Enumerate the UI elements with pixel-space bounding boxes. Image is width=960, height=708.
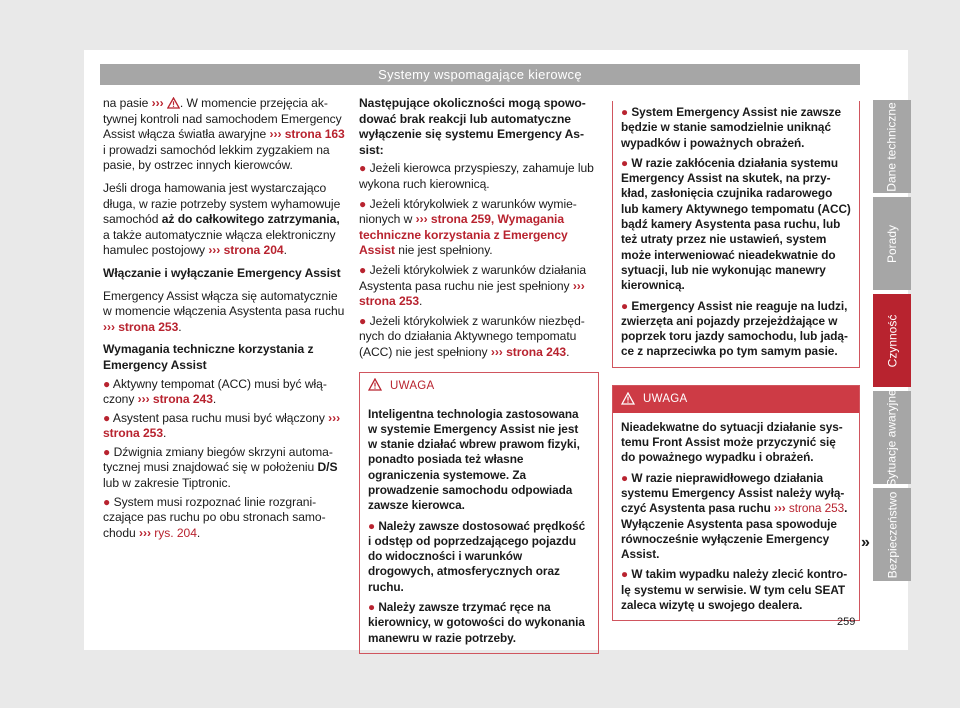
bullet-icon: ● — [103, 410, 111, 425]
list-item: ● Dźwignia zmiany biegów skrzyni automatycznej musi znajdować się w położeniu D/S lub w zakresie Tiptronic. — [103, 444, 338, 491]
bullet-icon: ● — [359, 313, 367, 328]
bullet-icon: ● — [103, 376, 111, 391]
arrow-icon: ››› — [774, 501, 786, 516]
page-number: 259 — [837, 616, 856, 628]
arrow-icon: ››› — [208, 243, 221, 258]
page-link[interactable]: strona 253 — [118, 319, 179, 334]
warning-item: ● Należy zawsze trzymać ręce na kierownicy, w gotowości do wykonania manewru w razie potrzeby. — [368, 600, 585, 645]
column-3 — [612, 99, 860, 621]
list-item: ● Jeżeli którykolwiek z warunków wymienionych w ››› strona 259, Wymagania techniczne korzystania z Emergency Assist nie jest spełniony. — [359, 196, 577, 258]
bullet-icon: ● — [359, 196, 367, 211]
tab-bezpieczenstwo[interactable]: Bezpieczeństwo — [873, 488, 911, 581]
column-2 — [359, 96, 599, 654]
arrow-icon: ››› — [151, 96, 164, 110]
page-link[interactable]: strona 253 — [359, 294, 419, 309]
running-header: Systemy wspomagające kierowcę — [100, 64, 860, 85]
arrow-icon: ››› — [137, 392, 150, 407]
continued-mark: » — [861, 534, 870, 551]
list-item: ● System musi rozpoznać linie rozgraniczające pas ruchu po obu stronach samochodu ››› rys. 204. — [103, 494, 326, 540]
bullet-icon: ● — [621, 298, 629, 313]
bullet-icon: ● — [359, 161, 367, 176]
warning-header: UWAGA — [360, 373, 598, 400]
warning-item: ● Należy zawsze dostosować prędkość i odstęp od poprzedzającego pojazdu do widoczności i warunków drogowych, atmosferycznych oraz ruchu. — [368, 518, 586, 594]
bullet-icon: ● — [103, 494, 111, 509]
arrow-icon: ››› — [269, 127, 282, 142]
warning-header: UWAGA — [613, 386, 859, 413]
page-link[interactable]: strona 259, Wymagania techniczne korzystania z Emergency Assist — [359, 212, 568, 258]
page-link[interactable]: strona 163 — [284, 127, 345, 142]
warning-body — [613, 101, 859, 367]
warning-box — [359, 372, 599, 654]
warning-body — [613, 413, 859, 621]
warning-item: ● W takim wypadku należy zlecić kontrolę systemu w serwisie. W tym celu SEAT zaleca wizytę u swojego dealera. — [621, 567, 848, 613]
tab-porady[interactable]: Porady — [873, 197, 911, 290]
section-heading: Włączanie i wyłączanie Emergency Assist — [103, 265, 341, 280]
page-link[interactable]: strona 253 — [103, 426, 163, 441]
warning-box — [612, 385, 860, 622]
warning-triangle-icon — [368, 378, 382, 391]
tab-dane-techniczne[interactable]: Dane techniczne — [873, 100, 911, 193]
arrow-icon: ››› — [490, 344, 503, 359]
arrow-icon: ››› — [328, 410, 341, 425]
bullet-icon: ● — [621, 105, 629, 119]
list-item: ● Jeżeli kierowca przyspieszy, zahamuje lub wykona ruch kierownicą. — [359, 161, 594, 191]
list-item: ● Asystent pasa ruchu musi być włączony ››› strona 253. — [103, 410, 341, 441]
paragraph: na pasie ››› . W momencie przejęcia aktywnej kontroli nad samochodem Emergency Assist włącza światła awaryjne ››› strona 163 i prowadzi samochód lekkim zygzakiem na pasie, by ostrzec innych kierowców. — [103, 96, 345, 173]
bullet-icon: ● — [368, 600, 376, 615]
bullet-icon: ● — [359, 262, 367, 277]
arrow-icon: ››› — [139, 525, 151, 540]
list-item: ● Jeżeli którykolwiek z warunków działania Asystenta pasa ruchu nie jest spełniony ››› strona 253. — [359, 262, 587, 309]
warning-text: Nieadekwatne do sytuacji działanie systemu Front Assist może przyczynić się do poważnego wypadku i obrażeń. — [621, 419, 843, 465]
arrow-icon: ››› — [103, 319, 115, 334]
arrow-icon: ››› — [415, 212, 428, 227]
list-item: ● Jeżeli którykolwiek z warunków niezbędnych do działania Aktywnego tempomatu (ACC) nie jest spełniony ››› strona 243. — [359, 313, 585, 359]
warning-item: ● Emergency Assist nie reaguje na ludzi, zwierzęta ani pojazdy przejeżdżające w poprzek toru jazdy samochodu, lub jadące z naprzeciwka po tym samym pasie. — [621, 298, 848, 359]
bullet-icon: ● — [621, 155, 629, 170]
page-link[interactable]: strona 243 — [152, 392, 213, 407]
page-link[interactable]: strona 204 — [223, 243, 284, 258]
section-heading: Wymagania techniczne korzystania z Emergency Assist — [103, 342, 314, 372]
section-heading: Następujące okoliczności mogą spowodować brak reakcji lub automatyczne wyłączenie się systemu Emergency Assist: — [359, 96, 586, 157]
bullet-icon: ● — [103, 444, 111, 459]
list-item: ● Aktywny tempomat (ACC) musi być włączony ››› strona 243. — [103, 376, 327, 407]
column-1 — [103, 96, 346, 548]
page-link[interactable]: strona 253 — [788, 501, 845, 516]
warning-item: ● W razie zakłócenia działania systemu Emergency Assist na skutek, na przykład, zasłonięcia czujnika radarowego lub kamery Aktywnego tempomatu (ACC) bądź kamery Asystenta pasa ruchu, lub też utraty przez nie ustawień, system może interweniować nieadekwatnie do sytuacji, lub nie wykonując manewry kierownicą. — [621, 155, 851, 293]
tab-sytuacje-awaryjne[interactable]: Sytuacje awaryjne — [873, 391, 911, 484]
warning-body — [360, 400, 598, 653]
warning-box-continued — [612, 101, 860, 368]
arrow-icon: ››› — [572, 278, 585, 293]
warning-triangle-icon — [167, 97, 180, 109]
bullet-icon: ● — [621, 470, 629, 485]
warning-text: Inteligentna technologia zastosowana w systemie Emergency Assist nie jest w stanie działać wbrew prawom fizyki, ponadto posiada też własne ograniczenia systemowe. Za prowadzenie samochodu odpowiada zawsze kierowca. — [368, 406, 580, 513]
warning-item: ● System Emergency Assist nie zawsze będzie w stanie samodzielnie uniknąć wypadków i poważnych obrażeń. — [621, 105, 841, 150]
page-link[interactable]: strona 243 — [506, 344, 567, 359]
tab-czynnosc[interactable]: Czynność — [873, 294, 911, 387]
warning-item: ● W razie nieprawidłowego działania systemu Emergency Assist należy wyłączyć Asystenta pasa ruchu ››› strona 253. Wyłączenie Asystenta pasa spowoduje równocześnie wyłączenie Emergency Assist. — [621, 470, 848, 562]
bullet-icon: ● — [621, 567, 629, 582]
figure-link[interactable]: rys. 204 — [154, 525, 197, 540]
paragraph: Jeśli droga hamowania jest wystarczająco długa, w razie potrzeby system wyhamowuje samochód aż do całkowitego zatrzymania, a także automatycznie włącza elektroniczny hamulec postojowy ››› strona 204. — [103, 180, 341, 258]
bullet-icon: ● — [368, 518, 376, 533]
paragraph: Emergency Assist włącza się automatycznie w momencie włączenia Asystenta pasa ruchu ››› strona 253. — [103, 288, 345, 334]
warning-triangle-icon — [621, 392, 635, 405]
